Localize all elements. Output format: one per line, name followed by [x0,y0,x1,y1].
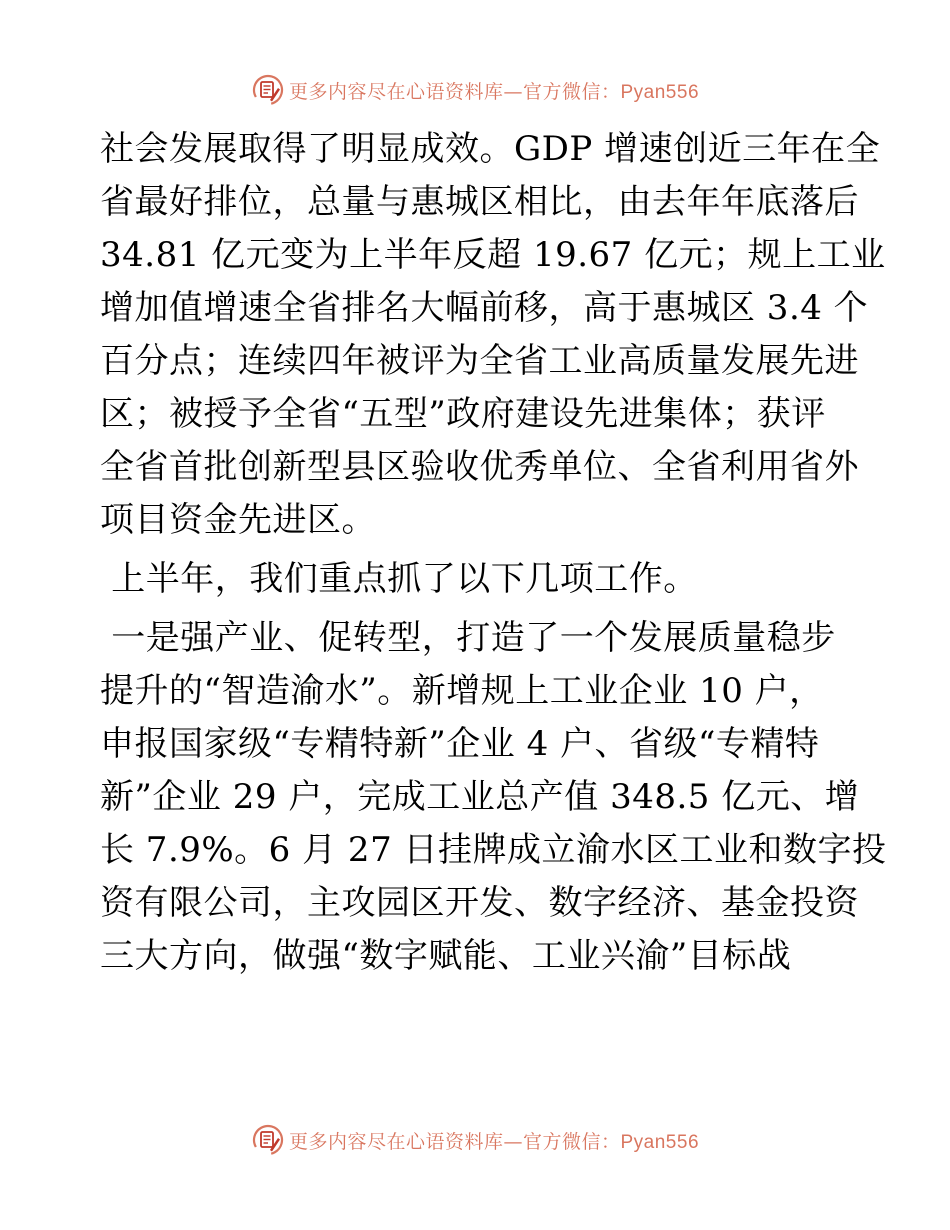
footer-watermark [0,1120,950,1160]
document-pen-seal-icon [251,73,285,107]
paragraph-intro [100,553,860,606]
text-line: 提升的“智造渝水”。新增规上工业企业 10 户， [100,671,824,711]
text-line: 新”企业 29 户，完成工业总产值 348.5 亿元、增 [100,777,860,817]
paragraph-industry [100,612,887,983]
watermark-text: 更多内容尽在心语资料库—官方微信：Pyan556 [288,80,700,103]
text-line: 社会发展取得了明显成效。GDP 增速创近三年在全 [100,129,881,169]
text-line: 项目资金先进区。 [100,500,376,540]
text-line: 百分点；连续四年被评为全省工业高质量发展先进 [100,341,859,381]
text-line: 资有限公司，主攻园区开发、数字经济、基金投资 [100,883,859,923]
text-line: 长 7.9%。6 月 27 日挂牌成立渝水区工业和数字投 [100,830,887,870]
text-line: 34.81 亿元变为上半年反超 19.67 亿元；规上工业 [100,235,886,275]
text-line: 三大方向，做强“数字赋能、工业兴渝”目标战 [100,936,792,976]
paragraph-achievements [100,123,886,547]
header-watermark [0,70,950,110]
text-line: 全省首批创新型县区验收优秀单位、全省利用省外 [100,447,859,487]
text-line: 省最好排位，总量与惠城区相比，由去年年底落后 [100,182,859,222]
text-line: 区；被授予全省“五型”政府建设先进集体；获评 [100,394,826,434]
text-line: 增加值增速全省排名大幅前移，高于惠城区 3.4 个 [100,288,869,328]
watermark-text: 更多内容尽在心语资料库—官方微信：Pyan556 [288,1130,700,1153]
text-line: 申报国家级“专精特新”企业 4 户、省级“专精特 [100,724,820,764]
text-line: 一是强产业、促转型，打造了一个发展质量稳步 [100,618,836,658]
document-body [100,123,887,983]
document-pen-seal-icon [251,1123,285,1157]
text-line: 上半年，我们重点抓了以下几项工作。 [100,559,698,599]
